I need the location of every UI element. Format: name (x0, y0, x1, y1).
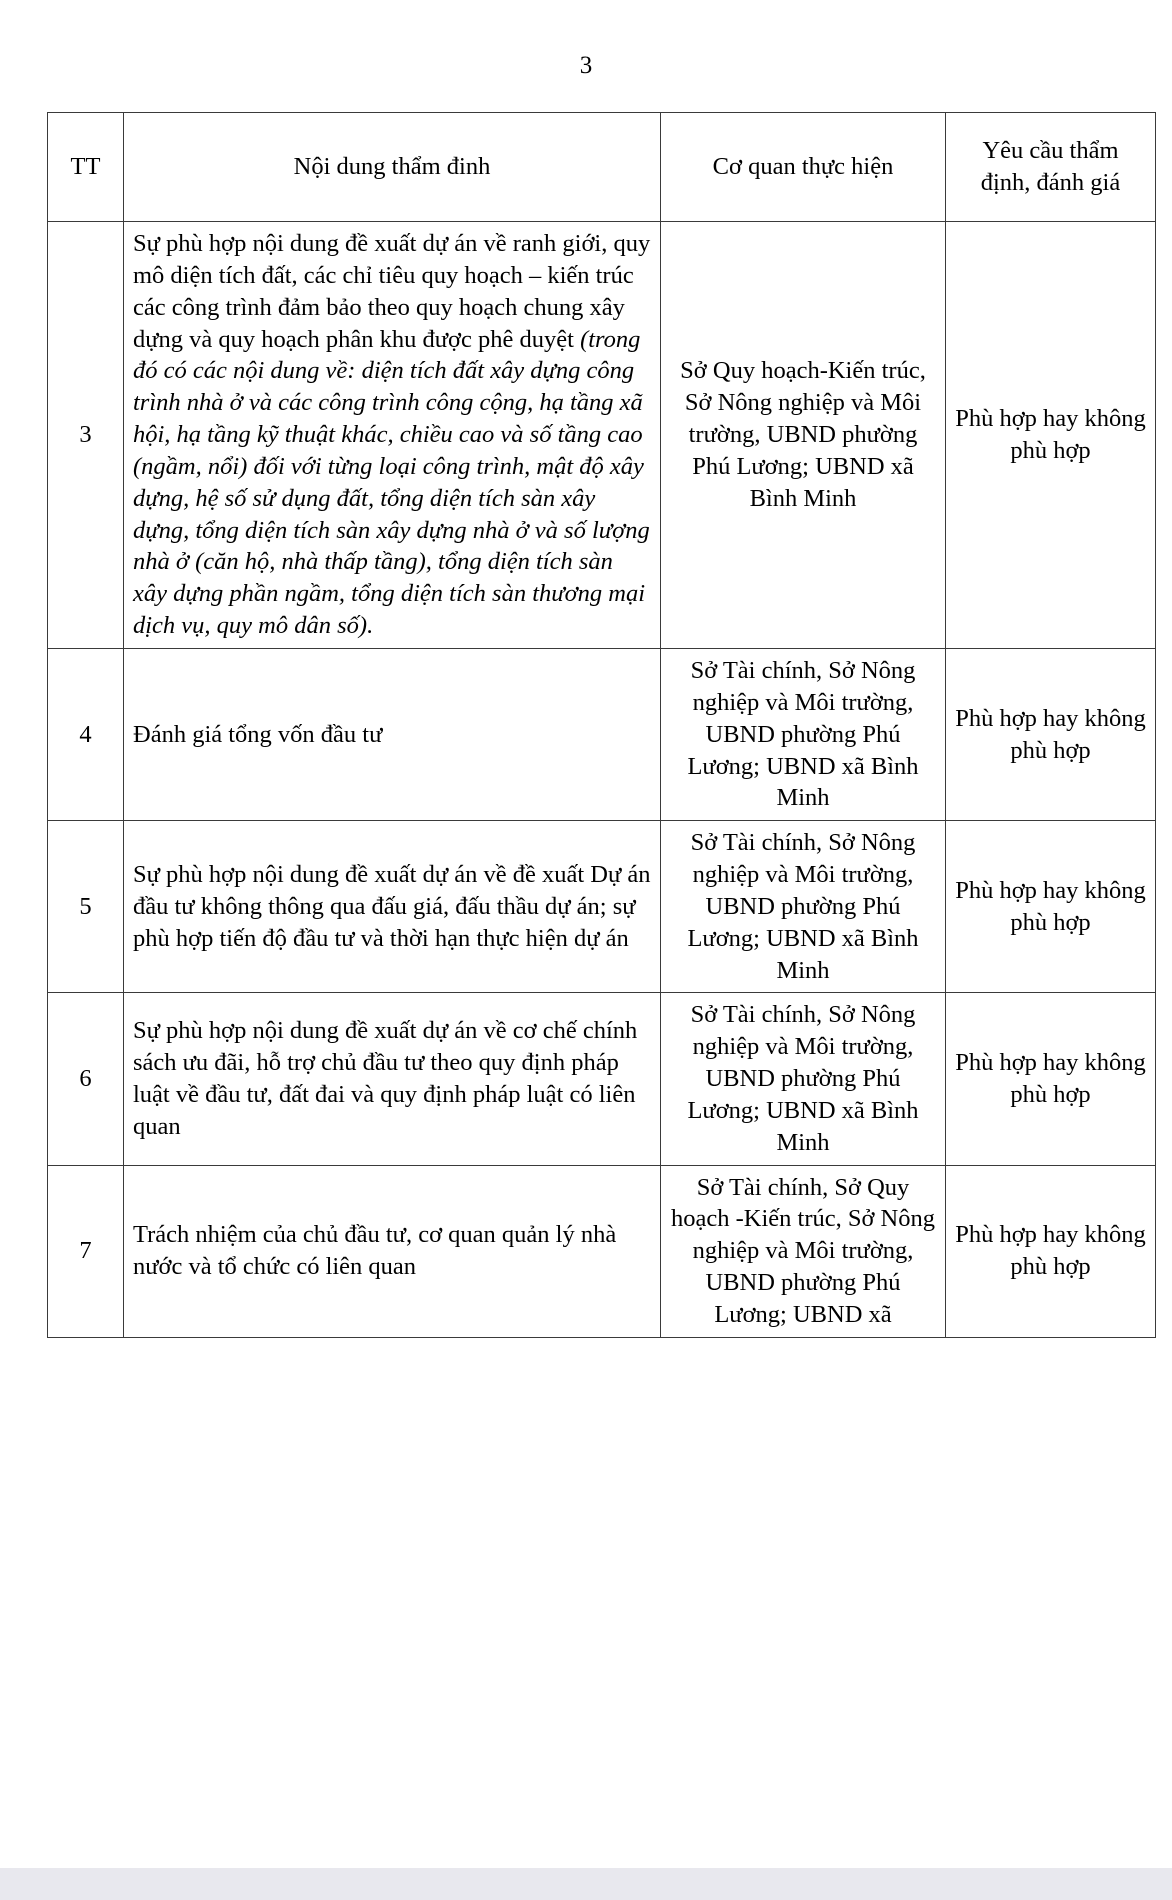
row-agency-cell: Sở Tài chính, Sở Nông nghiệp và Môi trường, UBND phường Phú Lương; UBND xã Bình Minh (661, 648, 946, 820)
row-requirement-cell: Phù hợp hay không phù hợp (946, 993, 1156, 1165)
row-agency-cell: Sở Tài chính, Sở Nông nghiệp và Môi trường, UBND phường Phú Lương; UBND xã Bình Minh (661, 821, 946, 993)
row-index-cell: 4 (48, 648, 124, 820)
viewer-bottom-bar (0, 1868, 1172, 1900)
content-text-plain: Sự phù hợp nội dung đề xuất dự án về cơ chế chính sách ưu đãi, hỗ trợ chủ đầu tư theo quy định pháp luật về đầu tư, đất đai và quy định pháp luật có liên quan (133, 1017, 638, 1140)
content-paragraph (133, 1219, 651, 1283)
appraisal-table (47, 112, 1156, 1338)
content-paragraph (133, 719, 651, 751)
table-header-row (48, 113, 1156, 222)
column-header-tt: TT (48, 113, 124, 222)
row-index-cell: 6 (48, 993, 124, 1165)
table-row (48, 1165, 1156, 1337)
content-paragraph (133, 1015, 651, 1142)
row-content-cell (124, 648, 661, 820)
content-text-plain: Sự phù hợp nội dung đề xuất dự án về đề xuất Dự án đầu tư không thông qua đấu giá, đấu thầu dự án; sự phù hợp tiến độ đầu tư và thời hạn thực hiện dự án (133, 861, 651, 952)
table-row (48, 222, 1156, 649)
column-header-agency: Cơ quan thực hiện (661, 113, 946, 222)
content-text-italic: (trong đó có các nội dung về: diện tích đất xây dựng công trình nhà ở và các công trình công cộng, hạ tầng xã hội, hạ tầng kỹ thuật khác, chiều cao và số tầng cao (ngầm, nổi) đối với từng loại công trình, mật độ xây dựng, hệ số sử dụng đất, tổng diện tích sàn xây dựng, tổng diện tích sàn xây dựng nhà ở và số lượng nhà ở (căn hộ, nhà thấp tầng), tổng diện tích sàn xây dựng phần ngầm, tổng diện tích sàn thương mại dịch vụ, quy mô dân số). (133, 325, 650, 640)
page-number: 3 (579, 52, 593, 79)
row-index-cell: 7 (48, 1165, 124, 1337)
table-row (48, 993, 1156, 1165)
table-row (48, 648, 1156, 820)
content-paragraph (133, 228, 651, 642)
row-content-cell (124, 1165, 661, 1337)
row-index-cell: 5 (48, 821, 124, 993)
row-index-cell: 3 (48, 222, 124, 649)
table-body (48, 222, 1156, 1338)
content-text-plain: Sự phù hợp nội dung đề xuất dự án về ranh giới, quy mô diện tích đất, các chỉ tiêu quy hoạch – kiến trúc các công trình đảm bảo theo quy hoạch chung xây dựng và quy hoạch phân khu được phê duyệt (133, 230, 651, 353)
column-header-requirement: Yêu cầu thẩm định, đánh giá (946, 113, 1156, 222)
row-agency-cell: Sở Tài chính, Sở Nông nghiệp và Môi trường, UBND phường Phú Lương; UBND xã Bình Minh (661, 993, 946, 1165)
table-row (48, 821, 1156, 993)
table-header (48, 113, 1156, 222)
content-paragraph (133, 859, 651, 955)
row-agency-cell: Sở Quy hoạch-Kiến trúc, Sở Nông nghiệp và Môi trường, UBND phường Phú Lương; UBND xã Bình Minh (661, 222, 946, 649)
row-content-cell (124, 993, 661, 1165)
row-agency-cell: Sở Tài chính, Sở Quy hoạch -Kiến trúc, Sở Nông nghiệp và Môi trường, UBND phường Phú Lương; UBND xã (661, 1165, 946, 1337)
row-requirement-cell: Phù hợp hay không phù hợp (946, 648, 1156, 820)
row-requirement-cell: Phù hợp hay không phù hợp (946, 222, 1156, 649)
row-requirement-cell: Phù hợp hay không phù hợp (946, 821, 1156, 993)
column-header-content: Nội dung thẩm đinh (124, 113, 661, 222)
appraisal-table-container (47, 112, 1155, 1338)
content-text-plain: Trách nhiệm của chủ đầu tư, cơ quan quản lý nhà nước và tổ chức có liên quan (133, 1221, 617, 1281)
row-requirement-cell: Phù hợp hay không phù hợp (946, 1165, 1156, 1337)
row-content-cell (124, 821, 661, 993)
content-text-plain: Đánh giá tổng vốn đầu tư (133, 720, 383, 748)
row-content-cell (124, 222, 661, 649)
